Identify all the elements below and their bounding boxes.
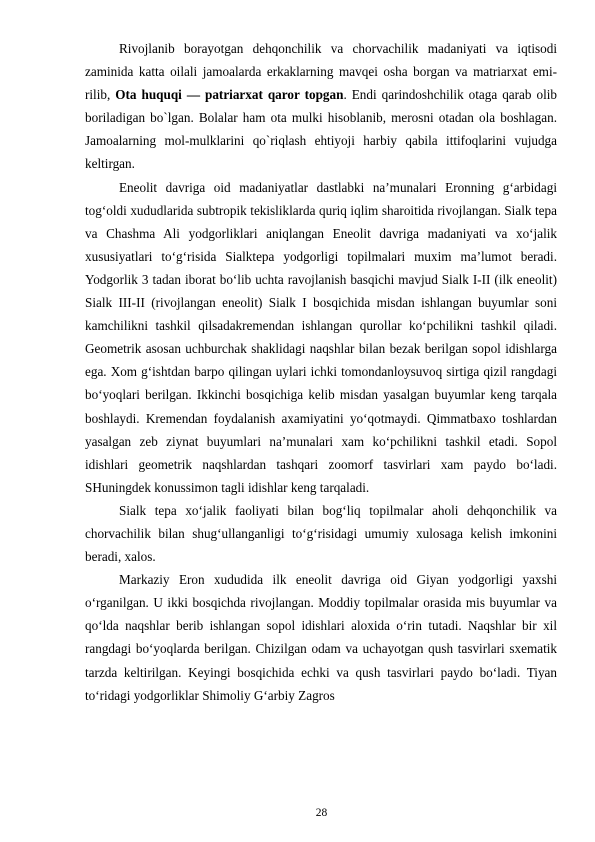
paragraph-sialk-economy: Sialk tepa xo‘jalik faoliyati bilan bog‘liq topilmalar aholi dehqonchilik va chorvachilik bilan shug‘ullanganligi to‘g‘risidagi umumiy xulosaga kelish imkonini beradi, xalos. [85, 502, 557, 565]
body-text [85, 37, 557, 707]
paragraph-1-text-end: . Endi qarindoshchilik otaga qarab olib boriladigan bo`lgan. Bolalar ham ota mulki hisoblanib, merosni otadan ola boshlagan. Jamoalarning mol-mulklarini qo`riqlash ehtiyoji harbiy qabila ittifoqlarini vujudga keltirgan. [85, 87, 557, 172]
paragraph-giyan: Markaziy Eron xududida ilk eneolit davriga oid Giyan yodgorligi yaxshi o‘rganilgan. U ikki bosqichda rivojlangan. Moddiy topilmalar orasida mis buyumlar va qo‘lda naqshlar berib ishlangan sopol idishlari aloxida o‘rin tutadi. Naqshlar bir xil rangdagi bo‘yoqlarda berilgan. Chizilgan odam va uchayotgan qush tasvirlari sxematik tarzda keltirilgan. Keyingi bosqichida echki va qush tasvirlari paydo bo‘ladi. Tiyan to‘ridagi yodgorliklar Shimoliy G‘arbiy Zagros [85, 572, 557, 703]
paragraph-eneolithic-sialk: Eneolit davriga oid madaniyatlar dastlabki na’munalari Eronning g‘arbidagi tog‘oldi xududlarida subtropik tekisliklarda quriq iqlim sharoitida rivojlangan. Sialk tepa va Chashma Ali yodgorliklari aniqlangan Eneolit davriga madaniyati va xo‘jalik xususiyatlari to‘g‘risida Sialktepa yodgorligi topilmalari muxim ma’lumot beradi. Yodgorlik 3 tadan iborat bo‘lib uchta ravojlanish basqichi mavjud Sialk I-II (ilk eneolit) Sialk III-II (rivojlangan eneolit) Sialk I bosqichida misdan ishlangan buyumlar soni kamchilikni tashkil qilsadakremendan ishlangan qurollar ko‘pchilikni tashkil qiladi. Geometrik asosan uchburchak shaklidagi naqshlar bilan bezak berilgan sopol idishlarga ega. Xom g‘ishtdan barpo qilingan uylari ichki tomondanloysuvoq sirtiga qizil rangdagi bo‘yoqlari berilgan. Ikkinchi bosqichiga kelib misdan yasalgan buyumlar keng tarqala boshlaydi. Kremendan foydalanish axamiyatini yo‘qotmaydi. Qimmatbaxo toshlardan yasalgan zeb ziynat buyumlari na’munalari xam ko‘pchilikni tashkil etadi. Sopol idishlari geometrik naqshlardan tashqari zoomorf tasvirlari xam paydo bo‘ladi. SHuningdek konussimon tagli idishlar keng tarqaladi. [85, 179, 557, 495]
paragraph-1-bold-phrase: Ota huquqi — patriarxat qaror topgan [115, 87, 344, 103]
paragraph-patriarchy [85, 37, 557, 176]
paragraph-1-text-start: Rivojlanib borayotgan dehqonchilik va chorvachilik madaniyati va iqtisodi zaminida katta oilali jamoalarda erkaklarning mavqei osha borgan va matriarxat emi-rilib, [85, 41, 557, 103]
page-number: 28 [315, 807, 328, 819]
